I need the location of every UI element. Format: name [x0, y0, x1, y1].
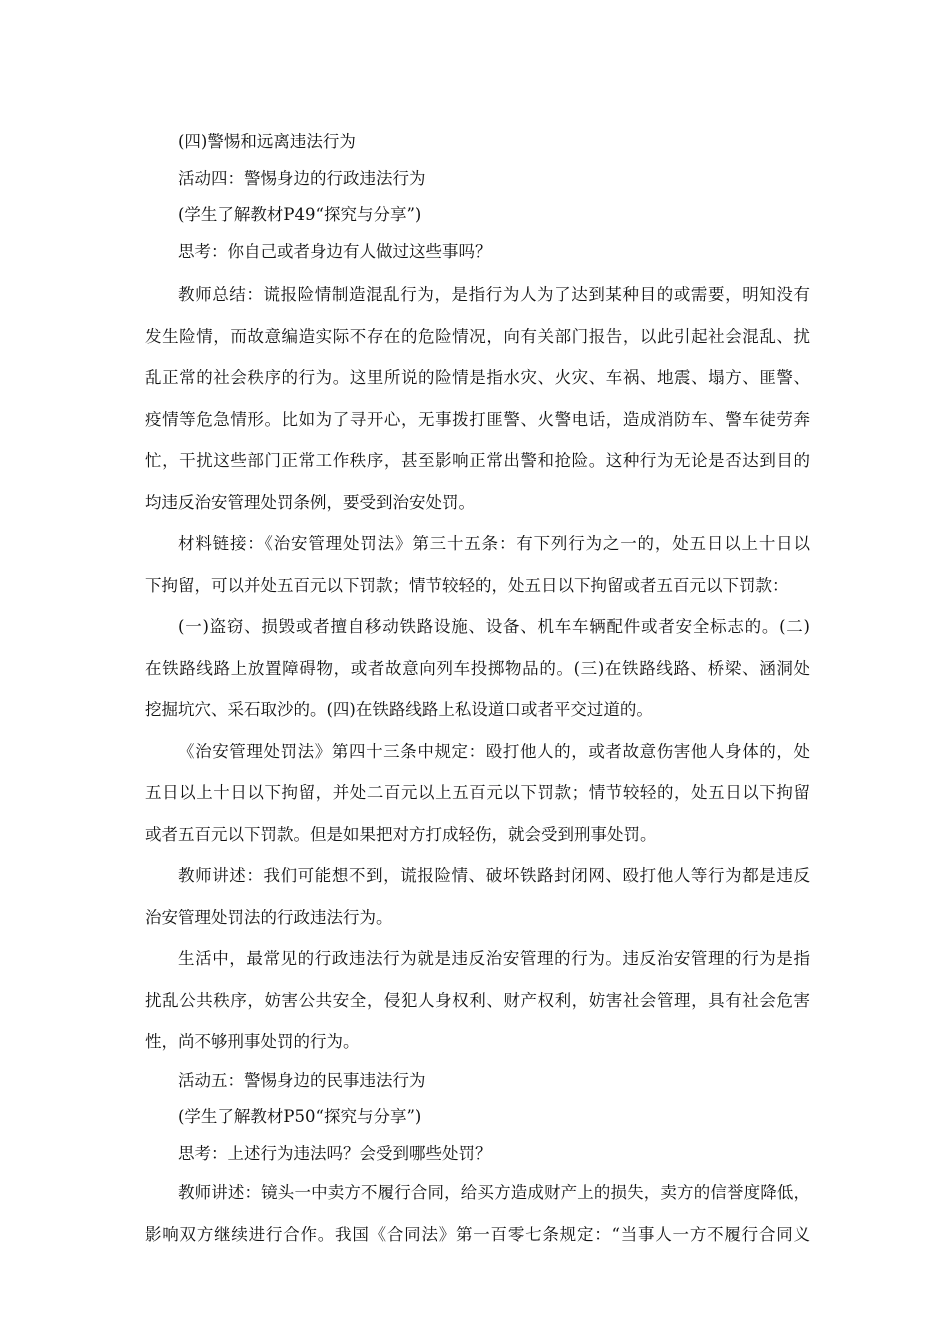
- paragraph-line: 忙，干扰这些部门正常工作秩序，甚至影响正常出警和抢险。这种行为无论是否达到目的: [145, 451, 810, 470]
- railway-items-paragraph: [145, 606, 810, 731]
- activity-5-note: (学生了解教材P50“探究与分享”): [178, 1107, 422, 1126]
- teacher-summary-paragraph: [145, 274, 810, 523]
- teacher-explain-paragraph: [145, 855, 810, 938]
- paragraph-line: 教师讲述：镜头一中卖方不履行合同，给买方造成财产上的损失，卖方的信誉度降低，: [178, 1183, 810, 1202]
- paragraph-line: 性，尚不够刑事处罚的行为。: [145, 1032, 360, 1051]
- activity-5-question: 思考：上述行为违法吗？会受到哪些处罚？: [178, 1143, 492, 1163]
- paragraph-line: 挖掘坑穴、采石取沙的。(四)在铁路线路上私设道口或者平交过道的。: [145, 700, 653, 719]
- paragraph-line: 五日以上十日以下拘留，并处二百元以上五百元以下罚款；情节较轻的，处五日以下拘留: [145, 783, 810, 802]
- paragraph-line: 材料链接：《治安管理处罚法》第三十五条：有下列行为之一的，处五日以上十日以: [178, 534, 810, 553]
- teacher-explain-2-paragraph: [145, 1172, 810, 1255]
- paragraph-line: 生活中，最常见的行政违法行为就是违反治安管理的行为。违反治安管理的行为是指: [178, 949, 810, 968]
- paragraph-line: 下拘留，可以并处五百元以下罚款；情节较轻的，处五日以下拘留或者五百元以下罚款：: [145, 575, 789, 595]
- section-heading: (四)警惕和远离违法行为: [178, 132, 356, 151]
- paragraph-line: 或者五百元以下罚款。但是如果把对方打成轻伤，就会受到刑事处罚。: [145, 824, 657, 844]
- paragraph-line: 在铁路线路上放置障碍物，或者故意向列车投掷物品的。(三)在铁路线路、桥梁、涵洞处: [145, 658, 810, 678]
- paragraph-line: 教师讲述：我们可能想不到，谎报险情、破坏铁路封闭网、殴打他人等行为都是违反: [178, 866, 810, 885]
- document-body: [145, 124, 810, 1255]
- activity-4-note: (学生了解教材P49“探究与分享”): [178, 205, 422, 224]
- life-paragraph: [145, 938, 810, 1063]
- article-43-paragraph: [145, 731, 810, 856]
- paragraph-line: 疫情等危急情形。比如为了寻开心，无事拨打匪警、火警电话，造成消防车、警车徒劳奔: [145, 409, 810, 429]
- activity-5-title: 活动五：警惕身边的民事违法行为: [178, 1070, 426, 1090]
- paragraph-line: 乱正常的社会秩序的行为。这里所说的险情是指水灾、火灾、车祸、地震、塌方、匪警、: [145, 368, 810, 387]
- paragraph-line: (一)盗窃、损毁或者擅自移动铁路设施、设备、机车车辆配件或者安全标志的。(二): [178, 617, 810, 636]
- activity-4-title: 活动四：警惕身边的行政违法行为: [178, 168, 426, 188]
- paragraph-line: 均违反治安管理处罚条例，要受到治安处罚。: [145, 492, 475, 512]
- paragraph-line: 治安管理处罚法的行政违法行为。: [145, 907, 393, 927]
- paragraph-line: 《治安管理处罚法》第四十三条中规定：殴打他人的，或者故意伤害他人身体的，处: [178, 741, 810, 761]
- activity-4-question: 思考：你自己或者身边有人做过这些事吗？: [178, 241, 492, 261]
- material-link-paragraph: [145, 523, 810, 606]
- paragraph-line: 教师总结：谎报险情制造混乱行为，是指行为人为了达到某种目的或需要，明知没有: [178, 285, 810, 304]
- paragraph-line: 影响双方继续进行合作。我国《合同法》第一百零七条规定：“当事人一方不履行合同义: [145, 1224, 810, 1244]
- paragraph-line: 发生险情，而故意编造实际不存在的危险情况，向有关部门报告，以此引起社会混乱、扰: [145, 326, 810, 346]
- paragraph-line: 扰乱公共秩序，妨害公共安全，侵犯人身权利、财产权利，妨害社会管理，具有社会危害: [145, 990, 810, 1010]
